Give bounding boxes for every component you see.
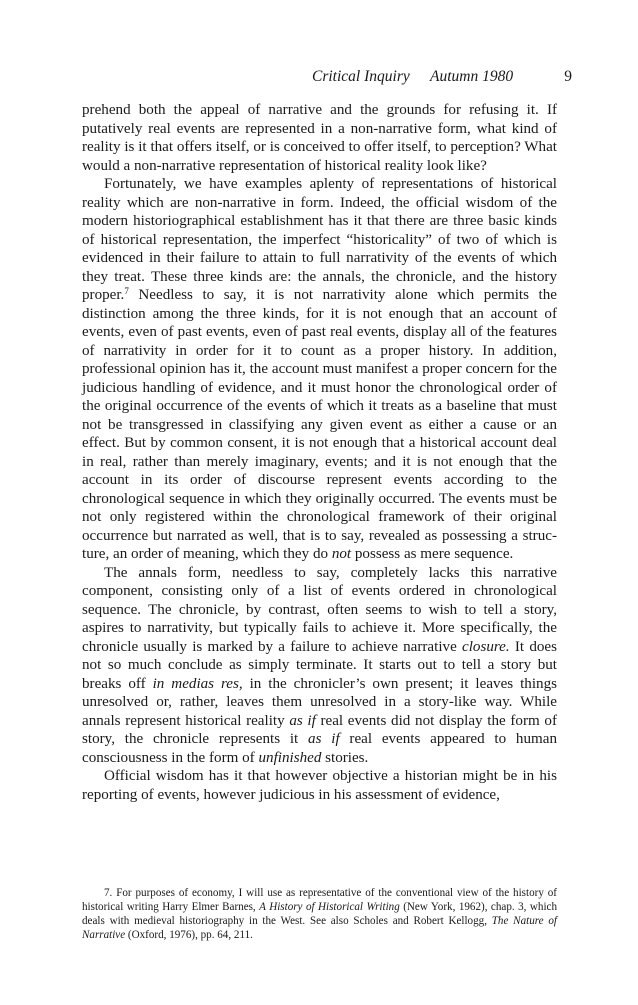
emphasis-text: The Nature of Narrative <box>82 915 557 942</box>
emphasis-text: unfinished <box>258 749 322 766</box>
text-run: 7. For purposes of economy, I will use as representative of the conventional view of the history of historical writing Harry Elmer Barnes, <box>82 887 557 914</box>
text-run: real events did not display the form of story, the chronicle represents it <box>82 712 557 747</box>
text-run: stories. <box>321 749 369 766</box>
page-number: 9 <box>564 68 572 85</box>
text-run: (New York, 1962), chap. 3, which deals with medieval historiography in the West. See also Scholes and Robert Kellogg, <box>82 901 557 928</box>
emphasis-text: in medias res, <box>152 675 243 692</box>
text-run: It does not so much conclude as simply terminate. It starts out to tell a story but breaks off <box>82 638 557 692</box>
footnote-marker: 7 <box>124 286 129 296</box>
text-run: Fortunately, we have examples aplenty of representations of historical reality which are non-narrative in form. Indeed, the official wisdom of the modern historiographical establishment has it that there are three basic kinds of historical representation, the imperfect “historicality” of two of which is evidenced in their failure to attain to full narrativity of the events of which they treat. These three kinds are: the annals, the chronicle, and the history proper. <box>82 176 557 303</box>
text-run: real events appeared to human consciousness in the form of <box>82 731 557 766</box>
text-run: prehend both the appeal of narrative and the grounds for refusing it. If putatively real events are represented in a non-narrative form, what kind of reality is it that offers itself, or is conceived to offer itself, to perception? What would a non-narrative representation of historical reality look like? <box>82 102 557 174</box>
emphasis-text: closure. <box>462 638 510 655</box>
text-run: The annals form, needless to say, completely lacks this narrative component, consisting only of a list of events ordered in chronological sequence. The chronicle, by contrast, often seems to wish to tell a story, aspires to narrativity, but typically fails to achieve it. More specifically, the chronicle usually is marked by a failure to achieve narrative <box>82 564 557 655</box>
paragraph <box>82 767 557 804</box>
emphasis-text: not <box>331 546 352 562</box>
text-run: Official wisdom has it that however objective a historian might be in his reporting of events, however judicious in his assessment of evidence, <box>82 768 557 803</box>
body-text <box>82 101 557 804</box>
text-run: in the chronicler’s own present; it leaves things unresolved or, rather, leaves them unresolved in a story-like way. While annals represent historical reality <box>82 675 557 729</box>
text-run: possess as mere sequence. <box>351 546 514 562</box>
paragraph <box>82 564 557 768</box>
paragraph <box>82 175 557 564</box>
text-run: (Oxford, 1976), pp. 64, 211. <box>125 929 253 942</box>
issue-date: Autumn 1980 <box>430 68 514 85</box>
text-run: Needless to say, it is not narrativity alone which permits the distinction among the three kinds, for it is not enough that an account of events, even of past events, even of past real events, display all of the features of narrativity in order for it to count as a proper history. In addition, professional opinion has it, the account must manifest a proper concern for the judicious handling of evidence, and it must honor the chronological order of the original occurrence of the events of which it treats as a baseline that must not be transgressed in classifying any given event as either a cause or an effect. But by common consent, it is not enough that a historical account deal in real, rather than merely imaginary, events; and it is not enough that the account in its order of discourse represent events according to the chronological sequence in which they originally occurred. The events must be not only registered within the chronological framework of their original occurrence but narrated as well, that is to say, revealed as possessing a structure, an order of meaning, which they do <box>82 287 557 562</box>
running-header <box>300 68 572 88</box>
footnote-text <box>82 886 557 942</box>
footnote <box>82 886 557 942</box>
journal-title: Critical Inquiry <box>312 68 410 85</box>
paragraph <box>82 101 557 175</box>
emphasis-text: as if <box>308 731 340 747</box>
emphasis-text: A History of Historical Writing <box>259 901 400 914</box>
emphasis-text: as if <box>289 712 316 729</box>
